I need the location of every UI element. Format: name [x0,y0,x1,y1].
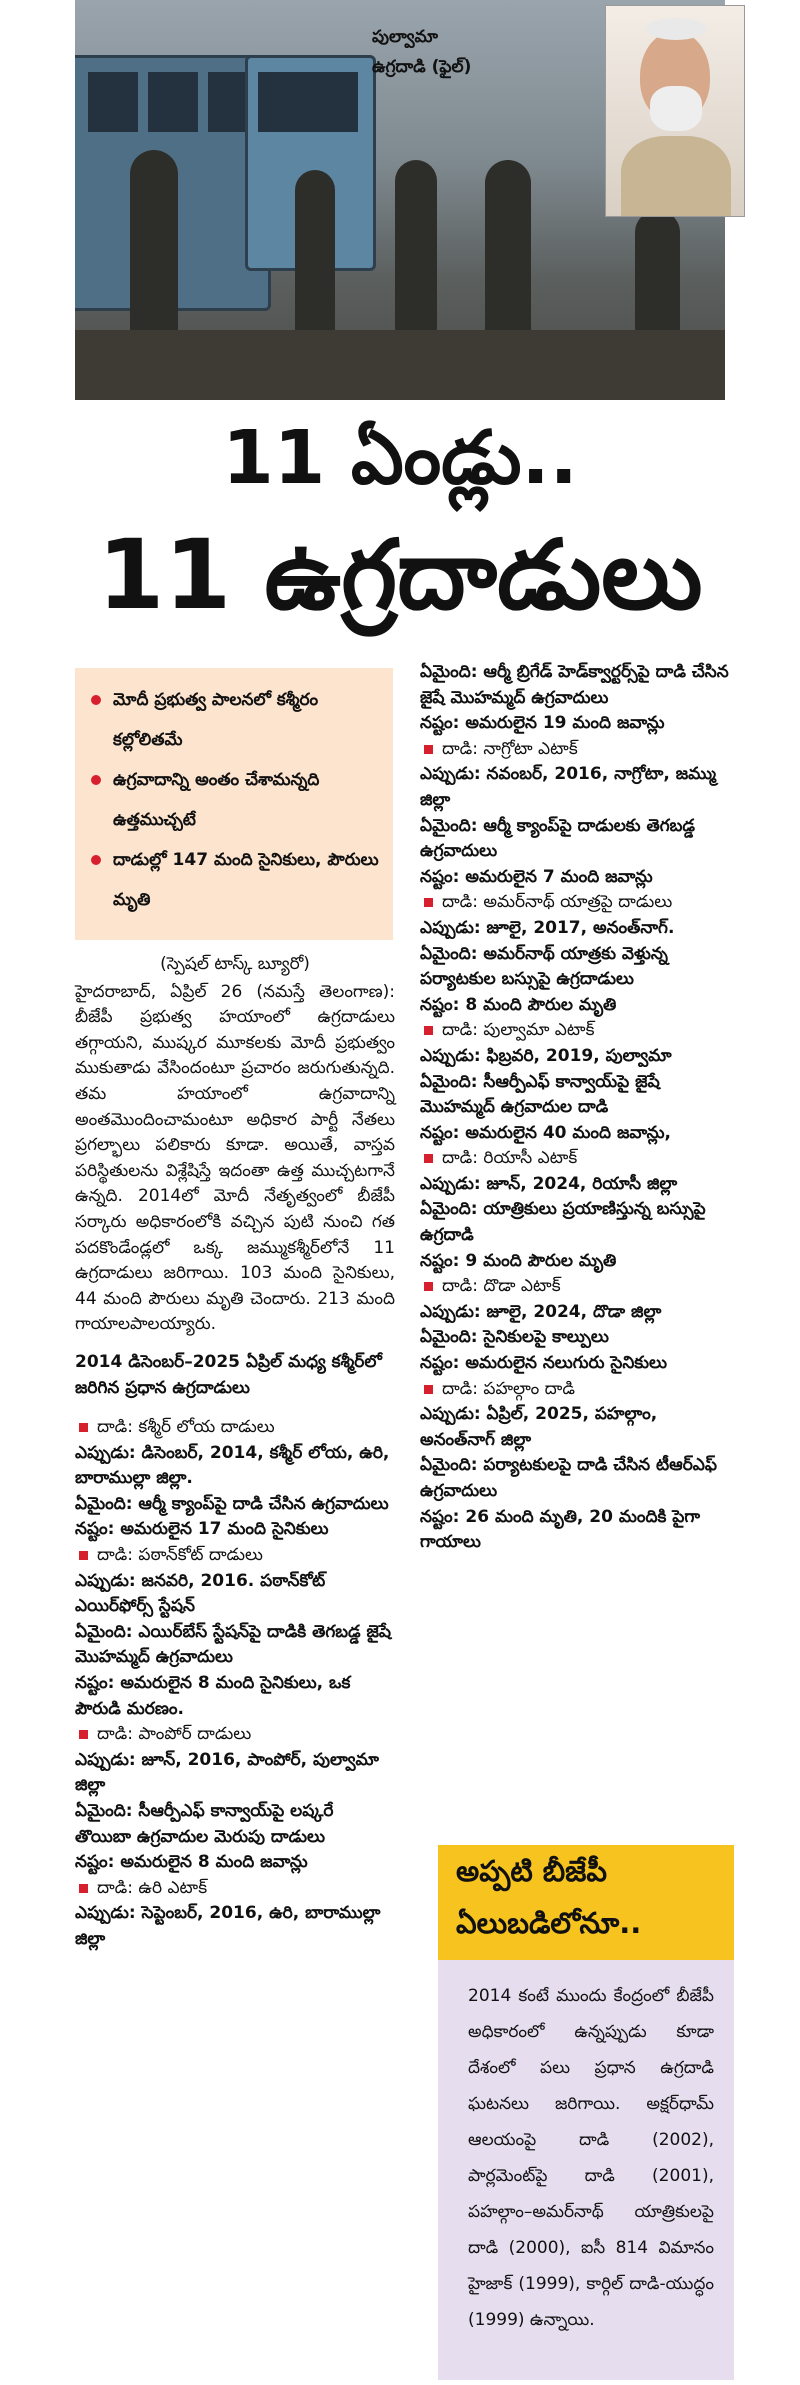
attack-when: ఎప్పుడు: ఫిబ్రవరి, 2019, పుల్వామా [420,1045,672,1066]
bullet-icon [91,775,101,785]
attack-loss: నష్టం: 8 మంది పౌరుల మృతి [420,994,617,1015]
sidebar-title-line: ఏలుబడిలోనూ.. [456,1906,642,1940]
square-bullet-icon [424,1282,433,1291]
attack-what: ఏమైంది: ఆర్మీ బ్రిగేడ్ హెడ్‌క్వార్టర్స్‌పై దాడి చేసిన జైషే మొహమ్మద్ ఉగ్రవాదులు [420,662,729,708]
attack-title: దాడి: దొడా ఎటాక్ [442,1276,561,1297]
square-bullet-icon [424,898,433,907]
attack-entry [75,1722,395,1876]
sidebar-text: 2014 కంటే ముందు కేంద్రంలో బీజేపీ అధికారంలో ఉన్నప్పుడు కూడా దేశంలో పలు ప్రధాన ఉగ్రదాడి ఘటనలు జరిగాయి. అక్షర్‌ధామ్ ఆలయంపై దాడి (2002), పార్లమెంట్‌పై దాడి (2001), పహల్గాం–అమర్‌నాథ్ యాత్రికులపై దాడి (2000), ఐసీ 814 విమానం హైజాక్ (1999), కార్గిల్ దాడి-యుద్ధం (1999) ఉన్నాయి. [468,1986,714,2330]
attack-what: ఏమైంది: సీఆర్పీఎఫ్ కాన్వాయ్‌పై జైషే మొహమ్మద్ ఉగ్రవాదుల దాడి [420,1071,660,1118]
square-bullet-icon [79,1730,88,1739]
sidebar-body-box [438,1960,734,2380]
caption-line: ఉగ్రదాడి (ఫైల్) [372,57,472,77]
square-bullet-icon [424,1154,433,1163]
attack-entry [420,1146,730,1274]
ground [75,330,725,400]
attack-what: ఏమైంది: యాత్రికులు ప్రయాణిస్తున్న బస్సుపై ఉగ్రదాడి [420,1199,706,1246]
attack-entry [420,737,730,891]
attack-what: ఏమైంది: సైనికులపై కాల్పులు [420,1327,609,1348]
attack-title: దాడి: పఠాన్‌కోట్ దాడులు [97,1545,263,1566]
soldier-figure [295,170,335,350]
attack-loss: నష్టం: అమరులైన 40 మంది జవాన్లు, [420,1122,671,1143]
square-bullet-icon [79,1551,88,1560]
attack-title: దాడి: పహల్గాం దాడి [442,1378,575,1399]
attack-entry [420,1377,730,1556]
attack-entry [75,1876,395,1953]
attack-entry [420,890,730,1018]
attack-when: ఎప్పుడు: జూన్, 2024, రియాసీ జిల్లా [420,1173,678,1194]
sidebar-title-line: అప్పటి బీజేపీ [456,1854,607,1888]
attack-loss: నష్టం: అమరులైన 17 మంది సైనికులు [75,1519,329,1540]
attack-when: ఎప్పుడు: జూన్, 2016, పాంపోర్, పుల్వామా జిల్లా [75,1749,379,1796]
attack-loss: నష్టం: 26 మంది మృతి, 20 మందికి పైగా గాయాలు [420,1506,701,1553]
key-point: ఉగ్రవాదాన్ని అంతం చేశామన్నది ఉత్తముచ్చటే [91,760,383,840]
attack-what: ఏమైంది: అమర్‌నాథ్ యాత్రకు వెళ్తున్న పర్యాటకుల బస్సుపై ఉగ్రదాడులు [420,943,668,990]
sidebar-title-box [438,1845,734,1960]
soldier-figure [395,160,437,350]
attack-when: ఎప్పుడు: సెప్టెంబర్, 2016, ఉరి, బారాముల్లా జిల్లా [75,1903,381,1949]
square-bullet-icon [424,745,433,754]
attack-when: ఎప్పుడు: జూలై, 2024, దొడా జిల్లా [420,1301,662,1322]
attack-entry [75,1543,395,1722]
bullet-icon [91,695,101,705]
article-body: హైదరాబాద్, ఏప్రిల్ 26 (నమస్తే తెలంగాణ): బీజేపీ ప్రభుత్వ హయాంలో ఉగ్రదాడులు తగ్గాయని, ముష్కర మూకలకు మోదీ ప్రభుత్వం ముకుతాడు వేసిందంటూ ప్రచారం జరుగుతున్నది. తమ హయాంలో ఉగ్రవాదాన్ని అంతమొందించామంటూ అధికార పార్టీ నేతలు ప్రగల్భాలు పలికారు కూడా. అయితే, వాస్తవ పరిస్థితులను విశ్లేషిస్తే ఇదంతా ఉత్త ముచ్చటగానే ఉన్నది. 2014లో మోదీ నేతృత్వంలో బీజేపీ సర్కారు అధికారంలోకి వచ్చిన పుటి నుంచి గత పదకొండేండ్లలో ఒక్క జమ్ముకశ్మీర్‌లోనే 11 ఉగ్రదాడులు జరిగాయి. 103 మంది సైనికులు, 44 మంది పౌరులు మృతి చెందారు. 213 మంది గాయాలపాలయ్యారు. [75,981,395,1335]
attack-entry [75,1415,395,1543]
article-subhead: 2014 డిసెంబర్–2025 ఏప్రిల్ మధ్య కశ్మీర్‌లో జరిగిన ప్రధాన ఉగ్రదాడులు [75,1351,382,1398]
attack-loss: నష్టం: అమరులైన 8 మంది జవాన్లు [75,1852,308,1873]
square-bullet-icon [79,1884,88,1893]
attack-loss: నష్టం: అమరులైన 7 మంది జవాన్లు [420,866,653,887]
attack-title: దాడి: పుల్వామా ఎటాక్ [442,1020,595,1041]
attack-loss: నష్టం: అమరులైన 8 మంది సైనికులు, ఒక పౌరుడి మరణం. [75,1673,351,1719]
attack-when: ఎప్పుడు: జనవరి, 2016. పఠాన్‌కోట్ ఎయిర్‌ఫోర్స్ స్టేషన్ [75,1570,326,1617]
attack-when: ఎప్పుడు: ఏప్రిల్, 2025, పహల్గాం, అనంత్‌నాగ్ జిల్లా [420,1404,658,1450]
attack-title: దాడి: ఉరి ఎటాక్ [97,1877,208,1898]
attack-loss: నష్టం: అమరులైన నలుగురు సైనికులు [420,1353,667,1374]
attack-what: ఏమైంది: ఆర్మీ క్యాంప్‌పై దాడి చేసిన ఉగ్రవాదులు [75,1493,389,1514]
attack-what: ఏమైంది: ఎయిర్‌బేస్ స్టేషన్‌పై దాడికి తెగబడ్డ జైషే మొహమ్మద్ ఉగ్రవాదులు [75,1621,392,1668]
attack-loss: నష్టం: 9 మంది పౌరుల మృతి [420,1250,617,1271]
attack-title: దాడి: పాంపోర్ దాడులు [97,1724,252,1745]
bullet-icon [91,855,101,865]
attack-when: ఎప్పుడు: నవంబర్, 2016, నాగ్రోటా, జమ్ము జిల్లా [420,764,717,810]
attack-entry [420,1018,730,1146]
attack-entry [420,1274,730,1376]
attack-what: ఏమైంది: ఆర్మీ క్యాంప్‌పై దాడులకు తెగబడ్డ ఉగ్రవాదులు [420,815,695,862]
attack-when: ఎప్పుడు: జూలై, 2017, అనంత్‌నాగ్. [420,917,675,938]
caption-line: పుల్వామా [372,27,438,47]
square-bullet-icon [79,1423,88,1432]
attack-title: దాడి: రియాసీ ఎటాక్ [442,1148,578,1169]
key-point: దాడుల్లో 147 మంది సైనికులు, పౌరులు మృతి [91,840,383,920]
headline-line1: 11 ఏండ్లు.. [222,415,578,501]
attack-when: ఎప్పుడు: డిసెంబర్, 2014, కశ్మీర్ లోయ, ఉరి, బారాముల్లా జిల్లా. [75,1442,390,1489]
attack-title: దాడి: కశ్మీర్ లోయ దాడులు [97,1417,275,1438]
square-bullet-icon [424,1385,433,1394]
attack-what: ఏమైంది: పర్యాటకులపై దాడి చేసిన టీఆర్‌ఎఫ్ ఉగ్రవాదులు [420,1455,717,1501]
attack-loss: నష్టం: అమరులైన 19 మంది జవాన్లు [420,713,665,734]
byline: (స్పెషల్ టాస్క్ బ్యూరో) [160,954,310,974]
left-column [75,952,395,1953]
attack-what: ఏమైంది: సీఆర్పీఎఫ్ కాన్వాయ్‌పై లష్కరే తొయిబా ఉగ్రవాదుల మెరుపు దాడులు [75,1801,334,1847]
right-column [420,660,730,1556]
attack-title: దాడి: నాగ్రోటా ఎటాక్ [442,738,578,759]
photo-caption [372,22,471,82]
key-point: మోదీ ప్రభుత్వ పాలనలో కశ్మీరం కల్లోలితమే [91,680,383,760]
headline-line2: 11 ఉగ్రదాడులు [97,519,703,631]
square-bullet-icon [424,1026,433,1035]
key-points-box [75,668,393,940]
attack-title: దాడి: అమర్‌నాథ్ యాత్రపై దాడులు [442,892,673,913]
portrait-image [605,5,745,217]
